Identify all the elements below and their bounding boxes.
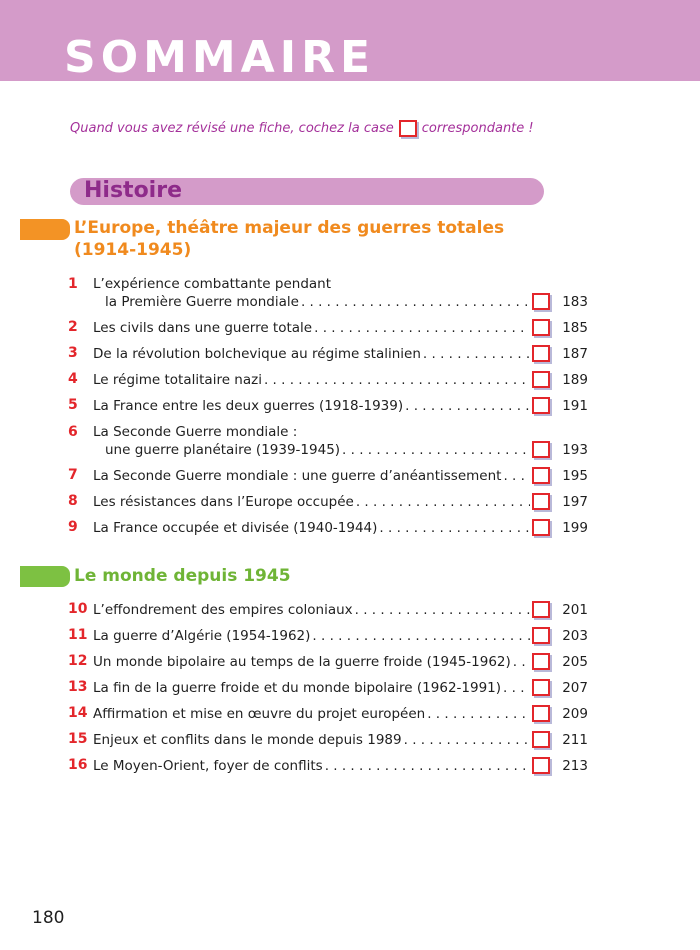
entry-number: 11 [68, 627, 88, 643]
entry-text: Enjeux et conflits dans le monde depuis 1989 [93, 732, 402, 748]
revision-checkbox[interactable] [532, 601, 550, 618]
entry-page: 199 [562, 520, 588, 536]
toc-entry-3 [68, 344, 588, 362]
entry-text: La Seconde Guerre mondiale : une guerre d’anéantissement [93, 468, 502, 484]
entry-page: 183 [562, 294, 588, 310]
dot-leader [423, 346, 530, 362]
entry-text: L’effondrement des empires coloniaux [93, 602, 353, 618]
revision-checkbox[interactable] [532, 493, 550, 510]
entry-page: 213 [562, 758, 588, 774]
entry-number: 2 [68, 319, 78, 335]
chapter-1-tab [20, 219, 70, 240]
entry-text-line1: L’expérience combattante pendant [93, 276, 332, 292]
revision-checkbox[interactable] [532, 319, 550, 336]
toc-entry-8 [68, 492, 588, 510]
entry-number: 5 [68, 397, 78, 413]
entry-page: 193 [562, 442, 588, 458]
toc-entry-11 [68, 626, 588, 644]
toc-entry-1 [68, 274, 588, 310]
entry-page: 185 [562, 320, 588, 336]
revision-checkbox[interactable] [532, 467, 550, 484]
chapter-1-title: L’Europe, théâtre majeur des guerres totales (1914-1945) [74, 218, 505, 260]
revision-checkbox[interactable] [532, 653, 550, 670]
entry-page: 211 [562, 732, 588, 748]
entry-text-line2: une guerre planétaire (1939-1945) [105, 442, 341, 458]
chapter-2-title: Le monde depuis 1945 [74, 566, 291, 586]
dot-leader [325, 758, 530, 774]
entry-text: La France entre les deux guerres (1918-1939) [93, 398, 404, 414]
dot-leader [405, 398, 530, 414]
dot-leader [404, 732, 530, 748]
toc-entry-13 [68, 678, 588, 696]
entry-text: La fin de la guerre froide et du monde bipolaire (1962-1991) [93, 680, 502, 696]
entry-number: 10 [68, 601, 88, 617]
toc-entry-15 [68, 730, 588, 748]
entry-number: 16 [68, 757, 88, 773]
dot-leader [301, 294, 530, 310]
entry-page: 197 [562, 494, 588, 510]
toc-entry-14 [68, 704, 588, 722]
revision-checkbox[interactable] [532, 293, 550, 310]
entry-text: Les civils dans une guerre totale [93, 320, 313, 336]
instruction [70, 120, 534, 137]
entry-page: 189 [562, 372, 588, 388]
entry-number: 4 [68, 371, 78, 387]
revision-checkbox[interactable] [532, 371, 550, 388]
entry-number: 6 [68, 424, 78, 440]
entry-page: 195 [562, 468, 588, 484]
dot-leader [356, 494, 530, 510]
toc-entry-9 [68, 518, 588, 536]
example-checkbox-icon [399, 120, 417, 137]
entry-number: 13 [68, 679, 88, 695]
entry-text: Le régime totalitaire nazi [93, 372, 262, 388]
entry-text: Affirmation et mise en œuvre du projet européen [93, 706, 426, 722]
section-title: Histoire [84, 178, 182, 203]
entry-text-line1: La Seconde Guerre mondiale : [93, 424, 298, 440]
revision-checkbox[interactable] [532, 441, 550, 458]
entry-page: 209 [562, 706, 588, 722]
entry-text: De la révolution bolchevique au régime stalinien [93, 346, 421, 362]
dot-leader [355, 602, 530, 618]
revision-checkbox[interactable] [532, 519, 550, 536]
entry-number: 8 [68, 493, 78, 509]
toc-entry-7 [68, 466, 588, 484]
toc-entry-16 [68, 756, 588, 774]
entry-number: 12 [68, 653, 88, 669]
toc-entry-10 [68, 600, 588, 618]
toc-entry-12 [68, 652, 588, 670]
dot-leader [513, 654, 530, 670]
entry-number: 7 [68, 467, 78, 483]
toc-entry-4 [68, 370, 588, 388]
revision-checkbox[interactable] [532, 627, 550, 644]
revision-checkbox[interactable] [532, 397, 550, 414]
toc-entry-5 [68, 396, 588, 414]
entry-number: 15 [68, 731, 88, 747]
revision-checkbox[interactable] [532, 679, 550, 696]
chapter-2-tab [20, 566, 70, 587]
entry-text: La France occupée et divisée (1940-1944) [93, 520, 378, 536]
instruction-text-after: correspondante ! [421, 121, 534, 136]
entry-number: 14 [68, 705, 88, 721]
revision-checkbox[interactable] [532, 757, 550, 774]
entry-page: 187 [562, 346, 588, 362]
entry-text: La guerre d’Algérie (1954-1962) [93, 628, 311, 644]
entry-page: 203 [562, 628, 588, 644]
revision-checkbox[interactable] [532, 731, 550, 748]
entry-page: 191 [562, 398, 588, 414]
toc-entry-2 [68, 318, 588, 336]
dot-leader [503, 680, 530, 696]
entry-number: 1 [68, 276, 78, 292]
dot-leader [312, 628, 530, 644]
dot-leader [379, 520, 530, 536]
page-title: SOMMAIRE [64, 32, 376, 83]
dot-leader [342, 442, 530, 458]
entry-text: Les résistances dans l’Europe occupée [93, 494, 354, 510]
entry-page: 207 [562, 680, 588, 696]
dot-leader [427, 706, 530, 722]
entry-number: 3 [68, 345, 78, 361]
page-number: 180 [32, 908, 65, 928]
entry-text: Un monde bipolaire au temps de la guerre froide (1945-1962) [93, 654, 511, 670]
toc-entry-6 [68, 422, 588, 458]
dot-leader [503, 468, 530, 484]
entry-page: 205 [562, 654, 588, 670]
entry-page: 201 [562, 602, 588, 618]
instruction-text-before: Quand vous avez révisé une fiche, cochez la case [70, 121, 394, 136]
dot-leader [264, 372, 530, 388]
dot-leader [314, 320, 530, 336]
entry-number: 9 [68, 519, 78, 535]
entry-text-line2: la Première Guerre mondiale [105, 294, 299, 310]
revision-checkbox[interactable] [532, 345, 550, 362]
entry-text: Le Moyen-Orient, foyer de conflits [93, 758, 323, 774]
revision-checkbox[interactable] [532, 705, 550, 722]
